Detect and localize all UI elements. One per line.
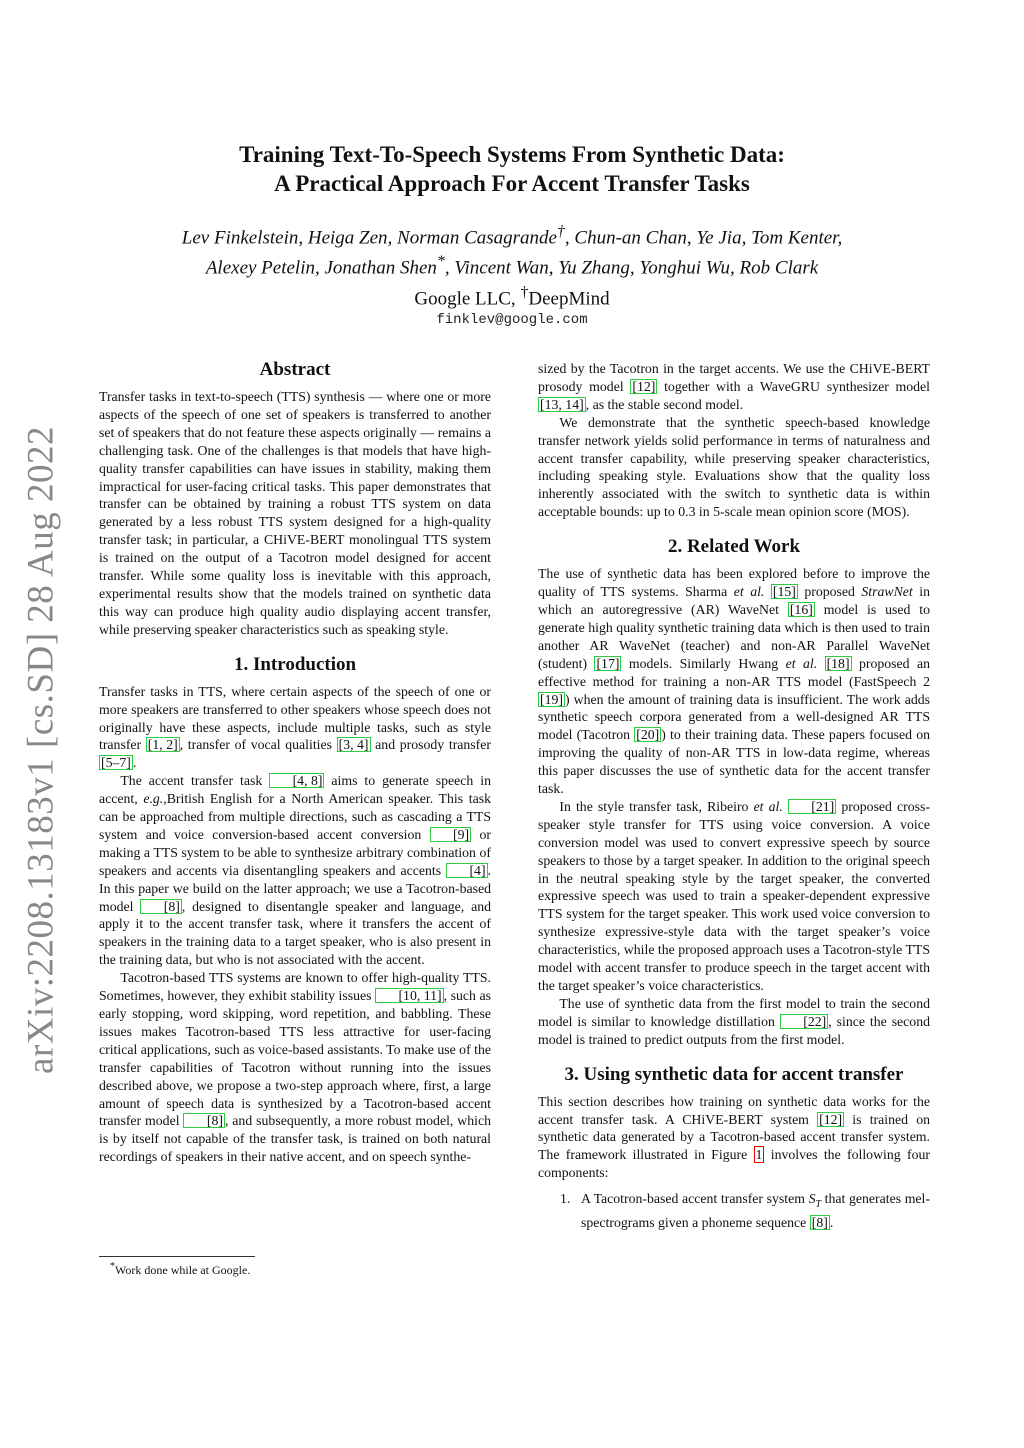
citation-link[interactable]: [1, 2] xyxy=(147,737,178,753)
authors-line-1: Lev Finkelstein, Heiga Zen, Norman Casagrande†, Chun-an Chan, Ye Jia, Tom Kenter, xyxy=(181,223,843,249)
intro-paragraph-4: We demonstrate that the synthetic speech-based knowledge transfer network yields solid performance in terms of naturalness and accent transfer capability, while preserving speaker characteristics, including speaking style. Evaluations show that the quality loss inherently associated with the switch to synthetic data is within acceptable bounds: up to 0.3 in 5-scale mean opinion score (MOS). xyxy=(538,414,930,520)
citation-link[interactable]: [12] xyxy=(819,1111,843,1127)
authors-line-2: Alexey Petelin, Jonathan Shen*, Vincent Wan, Yu Zhang, Yonghui Wu, Rob Clark xyxy=(205,253,819,279)
section-heading-related-work: 2. Related Work xyxy=(667,536,801,558)
citation-link[interactable]: [22] xyxy=(780,1014,828,1029)
citation-link[interactable]: [3, 4] xyxy=(338,737,369,753)
citation-link[interactable]: [8] xyxy=(183,1113,224,1128)
citation-link[interactable]: [15] xyxy=(772,584,796,600)
paper-title xyxy=(0,140,1024,198)
figure-link[interactable]: 1 xyxy=(755,1147,763,1163)
section3-paragraph-1: This section describes how training on synthetic data works for the accent transfer task. A CHiVE-BERT system [12] is trained on synthetic data generated by a Tacotron-based accent transfer system. The framework illustrated in Figure 1 involves the following four components: xyxy=(538,1093,930,1181)
section-heading-introduction: 1. Introduction xyxy=(233,653,357,675)
footnote-text: *Work done while at Google. xyxy=(110,1261,251,1277)
title-line-1: Training Text-To-Speech Systems From Synthetic Data: xyxy=(239,142,785,167)
arxiv-watermark xyxy=(12,426,70,1074)
section-heading-synthetic-data: 3. Using synthetic data for accent transfer xyxy=(564,1063,904,1085)
footnote xyxy=(99,1256,491,1278)
citation-link[interactable]: [9] xyxy=(430,827,471,842)
citation-link[interactable]: [8] xyxy=(811,1214,828,1230)
citation-link[interactable]: [4] xyxy=(446,863,487,878)
citation-link[interactable]: [16] xyxy=(789,601,813,617)
citation-link[interactable]: [21] xyxy=(788,799,836,814)
intro-paragraph-2: The accent transfer task [4, 8] aims to generate speech in accent, e.g.,British English for a North American speaker. This task can be approached from multiple directions, such as cascading a TTS system and voice conversion-based accent conversion [9] or making a TTS system to be able to synthesize arbitrary combination of speakers and accents via disentangling speakers and accents [4] . In this paper we build on the latter approach; we use a Tacotron-based model [8] , designed to disentangle speaker and language, and apply it to the accent transfer task, where it transfers the accent of speakers in the training data to a target speaker, who is also present in the training data, but who is not associated with the accent. xyxy=(99,773,491,968)
arxiv-id: arXiv:2208.13183v1 [cs.SD] 28 Aug 2022 xyxy=(20,426,62,1074)
abstract-text: Transfer tasks in text-to-speech (TTS) synthesis — where one or more aspects of the speech of one set of speakers is transferred to another set of speakers that do not feature these aspects originally — remains a challenging task. One of the challenges is that models that have high-quality transfer capabilities can have issues in stability, making them impractical for user-facing critical tasks. This paper demonstrates that transfer can be obtained by training a robust TTS system on data generated by a less robust TTS system designed for a high-quality transfer task; in particular, a CHiVE-BERT monolingual TTS system is trained on the output of a Tacotron model designed for accent transfer. While some quality loss is inevitable with this approach, experimental results show that the models trained on synthetic data this way can produce high quality audio displaying accent transfer, while preserving speaker characteristics such as speaking style. xyxy=(99,389,491,637)
citation-link[interactable]: [13, 14] xyxy=(540,396,584,412)
citation-link[interactable]: [4, 8] xyxy=(269,773,324,788)
intro-paragraph-3: Tacotron-based TTS systems are known to offer high-quality TTS. Sometimes, however, they exhibit stability issues [10, 11] , such as early stopping, word skipping, word repetition, and babbling. These issues makes Tacotron-based TTS less attractive for user-facing critical applications, such as voice-based assistants. To make use of the transfer capabilities of Tacotron without running into the issues described above, we propose a two-step approach where, first, a large amount of speech data is synthesized by a Tacotron-based accent transfer model [8] , and subsequently, a more robust model, which is by itself not capable of the transfer task, is trained on both natural recordings of speakers in their native accent, and on speech synthe- xyxy=(99,970,491,1165)
author-list xyxy=(0,220,1024,281)
intro-continuation: sized by the Tacotron in the target accents. We use the CHiVE-BERT prosody model [12] together with a WaveGRU synthesizer model [13, 14] , as the stable second model. xyxy=(538,361,931,412)
author-email: finklev@google.com xyxy=(436,312,588,328)
related-paragraph-3: The use of synthetic data from the first model to train the second model is similar to knowledge distillation [22] , since the second model is trained to predict outputs from the first model. xyxy=(538,995,931,1047)
citation-link[interactable]: [8] xyxy=(140,899,181,914)
affiliation: Google LLC, †DeepMind xyxy=(414,284,610,310)
abstract-heading: Abstract xyxy=(259,359,331,380)
citation-link[interactable]: [10, 11] xyxy=(375,988,444,1003)
footnote-rule xyxy=(99,1256,255,1257)
citation-link[interactable]: [5–7] xyxy=(101,755,131,771)
related-paragraph-2: In the style transfer task, Ribeiro et al. [21] proposed cross-speaker style transfer for TTS using voice conversion. A voice conversion model was used to convert expressive speech by source speakers to those by a target speaker. In addition to the original speech in the neutral speaking style by the target speaker, the converted expressive speech was used to train a speaker-dependent expressive TTS system for the target speaker. This work used voice conversion to synthesize expressive-style data with the target speaker’s voice characteristics, while the proposed approach uses a Tacotron-style TTS model with accent transfer to produce speech in the target accent with the target speaker’s voice characteristics. xyxy=(538,798,931,993)
list-item: 1. A Tacotron-based accent transfer system $S_T$ that generates mel-spectrograms given a phoneme sequence [8] . xyxy=(560,1191,930,1230)
title-line-2: A Practical Approach For Accent Transfer Tasks xyxy=(274,171,750,196)
right-column xyxy=(538,360,930,1232)
citation-link[interactable]: [20] xyxy=(636,727,660,743)
citation-link[interactable]: [17] xyxy=(596,655,620,671)
related-paragraph-1: The use of synthetic data has been explored before to improve the quality of TTS systems. Sharma et al. [15] proposed StrawNet in which an autoregressive (AR) WaveNet [16] model is used to generate high quality synthetic training data which is then used to train another AR WaveNet (teacher) and non-AR Parallel WaveNet (student) [17] models. Similarly Hwang et al. [18] proposed an effective method for training a non-AR TTS model (FastSpeech 2 [19] ) when the amount of training data is insufficient. The work adds synthetic speech corpora generated from a well-designed AR TTS model (Tacotron [20] ) to their training data. These papers focused on improving the quality of non-AR TTS in low-data regime, whereas this paper discusses the use of synthetic data for the accent transfer task. xyxy=(538,566,930,797)
component-list xyxy=(538,1190,930,1232)
left-column xyxy=(99,358,491,1166)
citation-link[interactable]: [18] xyxy=(826,655,850,671)
citation-link[interactable]: [19] xyxy=(540,691,563,707)
intro-paragraph-1: Transfer tasks in TTS, where certain aspects of the speech of one or more speakers are transferred to other speakers whose speech does not originally have these aspects, include multiple tasks, such as style transfer [1, 2] , transfer of vocal qualities [3, 4] and prosody transfer [5–7] . xyxy=(99,683,491,771)
citation-link[interactable]: [12] xyxy=(632,378,656,394)
